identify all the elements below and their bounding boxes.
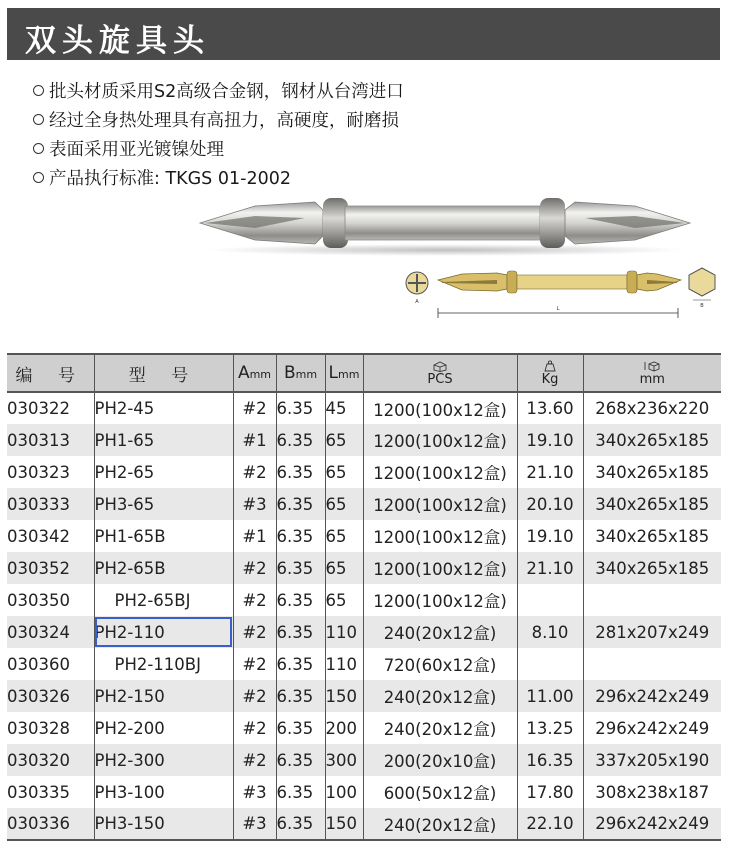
cell-model[interactable]: PH2-110BJ (94, 648, 233, 680)
col-header-a (233, 354, 276, 392)
col-header-a-main: A (237, 363, 250, 383)
cell-l: 65 (325, 424, 363, 456)
cell-code: 030326 (7, 680, 94, 712)
bullet-circle-icon (33, 114, 44, 125)
cell-l: 110 (325, 616, 363, 648)
col-header-b (276, 354, 325, 392)
cell-l: 150 (325, 808, 363, 840)
cell-kg: 8.10 (517, 616, 583, 648)
col-header-pcs (363, 354, 517, 392)
cell-pcs: 1200(100x12盒) (363, 424, 517, 456)
cell-l: 150 (325, 680, 363, 712)
col-header-mm (583, 354, 721, 392)
cell-l: 300 (325, 744, 363, 776)
cell-mm: 337x205x190 (595, 750, 710, 770)
col-header-mm-label: mm (639, 372, 665, 387)
cell-b: 6.35 (276, 808, 325, 840)
cell-kg: 16.35 (517, 744, 583, 776)
cell-b: 6.35 (276, 616, 325, 648)
cell-pcs: 240(20x12盒) (363, 680, 517, 712)
spec-table (7, 353, 721, 841)
cell-pcs: 1200(100x12盒) (363, 584, 517, 616)
cell-code: 030333 (7, 488, 94, 520)
cell-a: #1 (233, 520, 276, 552)
cell-pcs: 600(50x12盒) (363, 776, 517, 808)
cell-pcs: 240(20x12盒) (363, 712, 517, 744)
cell-model[interactable]: PH3-65 (94, 488, 233, 520)
tip-end-view-icon (406, 272, 428, 294)
cell-pcs: 1200(100x12盒) (363, 552, 517, 584)
cell-pcs: 200(20x10盒) (363, 744, 517, 776)
feature-text: 表面采用亚光镀镍处理 (49, 140, 224, 160)
cell-code: 030336 (7, 808, 94, 840)
col-header-kg (517, 354, 583, 392)
cell-model[interactable]: PH3-150 (94, 808, 233, 840)
cell-a: #2 (233, 392, 276, 424)
cell-mm (583, 584, 721, 616)
cell-mm: 281x207x249 (595, 622, 710, 642)
cell-b: 6.35 (276, 648, 325, 680)
col-header-l-main: L (328, 363, 339, 383)
cell-code: 030335 (7, 776, 94, 808)
cell-mm: 340x265x185 (595, 558, 710, 578)
dim-b-label: B (700, 303, 704, 309)
cell-kg: 21.10 (517, 456, 583, 488)
cell-a: #1 (233, 424, 276, 456)
cell-code: 030328 (7, 712, 94, 744)
cell-kg (517, 584, 583, 616)
table-row (7, 584, 721, 616)
cell-code: 030360 (7, 648, 94, 680)
cell-mm: 308x238x187 (595, 782, 710, 802)
cell-mm: 296x242x249 (595, 686, 710, 706)
table-row (7, 392, 721, 424)
cell-mm: 340x265x185 (595, 430, 710, 450)
cell-model[interactable]: PH3-100 (94, 776, 233, 808)
col-header-a-unit: mm (249, 368, 272, 381)
cell-l: 65 (325, 488, 363, 520)
cell-mm: 340x265x185 (595, 462, 710, 482)
cell-a: #2 (233, 616, 276, 648)
cell-l: 110 (325, 648, 363, 680)
table-row (7, 776, 721, 808)
cell-mm: 340x265x185 (595, 526, 710, 546)
dim-a-label: A (415, 299, 419, 305)
cell-a: #2 (233, 584, 276, 616)
cell-mm: 296x242x249 (595, 718, 710, 738)
cell-code: 030322 (7, 392, 94, 424)
cell-a: #2 (233, 712, 276, 744)
feature-text: 批头材质采用S2高级合金钢，钢材从台湾进口 (49, 82, 404, 102)
cell-a: #3 (233, 776, 276, 808)
cell-kg: 21.10 (517, 552, 583, 584)
bit-photo (195, 188, 695, 258)
cell-model[interactable]: PH2-300 (94, 744, 233, 776)
cell-code: 030350 (7, 584, 94, 616)
cell-b: 6.35 (276, 424, 325, 456)
cell-pcs: 240(20x12盒) (363, 808, 517, 840)
cell-model-selected[interactable]: PH2-110 (94, 616, 233, 648)
cell-mm: 268x236x220 (595, 399, 710, 418)
table-row (7, 424, 721, 456)
cell-l: 65 (325, 520, 363, 552)
cell-l: 65 (325, 584, 363, 616)
cell-kg: 13.60 (517, 392, 583, 424)
box-icon (432, 361, 448, 372)
weight-icon (542, 360, 558, 372)
cell-mm (583, 648, 721, 680)
cell-model[interactable]: PH1-65B (94, 520, 233, 552)
feature-item (33, 134, 404, 163)
title-bar (7, 8, 720, 60)
cell-kg: 19.10 (517, 424, 583, 456)
cell-model[interactable]: PH1-65 (94, 424, 233, 456)
cell-code: 030313 (7, 424, 94, 456)
col-header-model: 型 号 (94, 354, 233, 392)
col-header-kg-label: Kg (541, 372, 559, 387)
hex-end-view-icon (689, 268, 715, 296)
feature-text: 经过全身热处理具有高扭力，高硬度，耐磨损 (49, 111, 399, 131)
feature-item (33, 105, 404, 134)
col-header-code: 编 号 (7, 354, 94, 392)
cell-b: 6.35 (276, 680, 325, 712)
table-row (7, 456, 721, 488)
table-row-selected (7, 616, 721, 648)
cell-b: 6.35 (276, 776, 325, 808)
cell-kg: 17.80 (517, 776, 583, 808)
cell-model[interactable]: PH2-150 (94, 680, 233, 712)
feature-item (33, 76, 404, 105)
bullet-circle-icon (33, 143, 44, 154)
table-row (7, 648, 721, 680)
cell-kg: 19.10 (517, 520, 583, 552)
cell-b: 6.35 (276, 552, 325, 584)
cell-a: #3 (233, 488, 276, 520)
table-row (7, 680, 721, 712)
cell-l: 65 (325, 552, 363, 584)
bit-diagram (402, 258, 724, 333)
cell-kg: 22.10 (517, 808, 583, 840)
cell-l: 65 (325, 456, 363, 488)
cell-model[interactable]: PH2-65 (94, 456, 233, 488)
cell-mm: 296x242x249 (595, 814, 710, 833)
cell-pcs: 1200(100x12盒) (363, 520, 517, 552)
table-row (7, 712, 721, 744)
cell-model[interactable]: PH2-65B (94, 552, 233, 584)
cell-code: 030352 (7, 552, 94, 584)
dimension-box-icon (643, 360, 661, 372)
cell-pcs: 720(60x12盒) (363, 648, 517, 680)
cell-pcs: 1200(100x12盒) (363, 488, 517, 520)
cell-a: #3 (233, 808, 276, 840)
cell-kg: 13.25 (517, 712, 583, 744)
cell-b: 6.35 (276, 456, 325, 488)
cell-code: 030320 (7, 744, 94, 776)
col-header-l-unit: mm (338, 368, 360, 381)
cell-mm: 340x265x185 (595, 494, 710, 514)
feature-text: 产品执行标准: TKGS 01-2002 (49, 169, 291, 189)
cell-code: 030324 (7, 616, 94, 648)
table-row (7, 552, 721, 584)
bullet-circle-icon (33, 85, 44, 96)
page-title: 双头旋具头 (25, 23, 210, 59)
cell-pcs: 1200(100x12盒) (363, 392, 517, 424)
table-row (7, 488, 721, 520)
table-body (7, 392, 721, 840)
col-header-b-main: B (283, 363, 296, 383)
cell-b: 6.35 (276, 520, 325, 552)
col-header-b-unit: mm (295, 368, 318, 381)
table-row (7, 520, 721, 552)
cell-b: 6.35 (276, 712, 325, 744)
cell-a: #2 (233, 552, 276, 584)
bullet-circle-icon (33, 172, 44, 183)
dim-l-label: L (556, 306, 560, 312)
col-header-pcs-label: PCS (427, 371, 453, 387)
cell-b: 6.35 (276, 744, 325, 776)
cell-a: #2 (233, 456, 276, 488)
cell-model[interactable]: PH2-200 (94, 712, 233, 744)
cell-l: 200 (325, 712, 363, 744)
bit-side-view (438, 271, 681, 293)
table-row (7, 808, 721, 840)
cell-pcs: 240(20x12盒) (363, 616, 517, 648)
table-row (7, 744, 721, 776)
cell-b: 6.35 (276, 488, 325, 520)
cell-kg: 20.10 (517, 488, 583, 520)
col-header-l (325, 354, 363, 392)
feature-list (33, 76, 404, 192)
cell-code: 030342 (7, 520, 94, 552)
cell-code: 030323 (7, 456, 94, 488)
cell-a: #2 (233, 648, 276, 680)
table-header-row (7, 354, 721, 392)
cell-l: 100 (325, 776, 363, 808)
cell-l: 45 (325, 392, 363, 424)
cell-b: 6.35 (276, 584, 325, 616)
cell-a: #2 (233, 744, 276, 776)
cell-a: #2 (233, 680, 276, 712)
cell-b: 6.35 (276, 392, 325, 424)
cell-kg (517, 648, 583, 680)
cell-kg: 11.00 (517, 680, 583, 712)
cell-model[interactable]: PH2-65BJ (94, 584, 233, 616)
cell-pcs: 1200(100x12盒) (363, 456, 517, 488)
cell-model[interactable]: PH2-45 (94, 392, 233, 424)
